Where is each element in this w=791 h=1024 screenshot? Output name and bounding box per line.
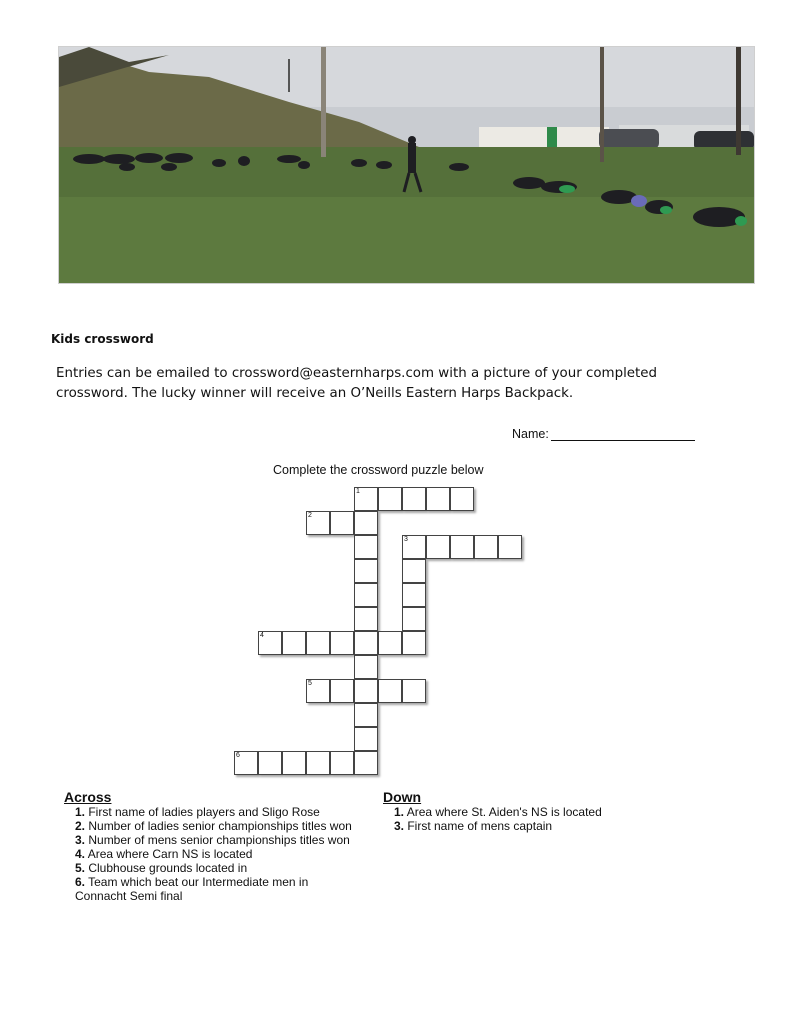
crossword-cell[interactable] xyxy=(354,751,378,775)
crossword-cell[interactable] xyxy=(354,679,378,703)
name-field[interactable] xyxy=(512,427,695,441)
clue-number: 1 xyxy=(356,488,360,495)
clue-item: 4. Area where Carn NS is located xyxy=(75,847,253,861)
down-heading: Down xyxy=(383,789,422,805)
clue-item: 2. Number of ladies senior championships titles won xyxy=(75,819,352,833)
crossword-cell[interactable] xyxy=(402,679,426,703)
across-clues xyxy=(64,790,352,903)
crossword-cell[interactable] xyxy=(426,535,450,559)
clue-number: 6 xyxy=(236,752,240,759)
crossword-cell[interactable] xyxy=(450,487,474,511)
crossword-cell[interactable] xyxy=(330,679,354,703)
clue-item: 1. Area where St. Aiden's NS is located xyxy=(394,805,602,819)
across-heading: Across xyxy=(64,789,112,805)
name-label: Name: xyxy=(512,427,549,441)
puzzle-heading: Complete the crossword puzzle below xyxy=(273,463,484,477)
crossword-cell[interactable] xyxy=(402,607,426,631)
crossword-cell[interactable] xyxy=(402,487,426,511)
header-photo xyxy=(58,46,755,284)
crossword-cell[interactable] xyxy=(354,655,378,679)
name-blank-line[interactable] xyxy=(551,427,695,441)
crossword-cell[interactable] xyxy=(354,631,378,655)
crossword-cell[interactable] xyxy=(402,559,426,583)
crossword-cell[interactable] xyxy=(354,607,378,631)
clue-item: 1. First name of ladies players and Sligo Rose xyxy=(75,805,320,819)
crossword-cell[interactable] xyxy=(402,535,426,559)
clue-number: 4 xyxy=(260,632,264,639)
clue-item: 5. Clubhouse grounds located in xyxy=(75,861,248,875)
crossword-cell[interactable] xyxy=(330,511,354,535)
clue-number: 3 xyxy=(404,536,408,543)
crossword-cell[interactable] xyxy=(354,583,378,607)
crossword-cell[interactable] xyxy=(354,535,378,559)
down-clues xyxy=(383,790,602,833)
crossword-cell[interactable] xyxy=(354,511,378,535)
clue-item-continuation: Connacht Semi final xyxy=(75,889,183,903)
clue-number: 5 xyxy=(308,680,312,687)
crossword-cell[interactable] xyxy=(354,727,378,751)
crossword-cell[interactable] xyxy=(306,751,330,775)
clue-item: 6. Team which beat our Intermediate men in xyxy=(75,875,309,889)
intro-text: Entries can be emailed to crossword@easternharps.com with a picture of your completed crossword. The lucky winner will receive an O’Neills Eastern Harps Backpack. xyxy=(56,366,658,401)
crossword-cell[interactable] xyxy=(354,487,378,511)
crossword-cell[interactable] xyxy=(282,631,306,655)
crossword-cell[interactable] xyxy=(306,631,330,655)
section-title: Kids crossword xyxy=(51,332,154,346)
clue-number: 2 xyxy=(308,512,312,519)
crossword-cell[interactable] xyxy=(378,631,402,655)
crossword-cell[interactable] xyxy=(282,751,306,775)
clue-item: 3. Number of mens senior championships titles won xyxy=(75,833,350,847)
crossword-cell[interactable] xyxy=(402,583,426,607)
crossword-cell[interactable] xyxy=(354,559,378,583)
crossword-cell[interactable] xyxy=(498,535,522,559)
crossword-cell[interactable] xyxy=(354,703,378,727)
crossword-cell[interactable] xyxy=(378,487,402,511)
crossword-cell[interactable] xyxy=(402,631,426,655)
crossword-cell[interactable] xyxy=(258,631,282,655)
crossword-cell[interactable] xyxy=(330,631,354,655)
crossword-cell[interactable] xyxy=(474,535,498,559)
crossword-cell[interactable] xyxy=(258,751,282,775)
crossword-cell[interactable] xyxy=(426,487,450,511)
crossword-cell[interactable] xyxy=(234,751,258,775)
clue-item: 3. First name of mens captain xyxy=(394,819,553,833)
crossword-cell[interactable] xyxy=(306,511,330,535)
crossword-cell[interactable] xyxy=(306,679,330,703)
crossword-cell[interactable] xyxy=(378,679,402,703)
crossword-cell[interactable] xyxy=(330,751,354,775)
crossword-cell[interactable] xyxy=(450,535,474,559)
